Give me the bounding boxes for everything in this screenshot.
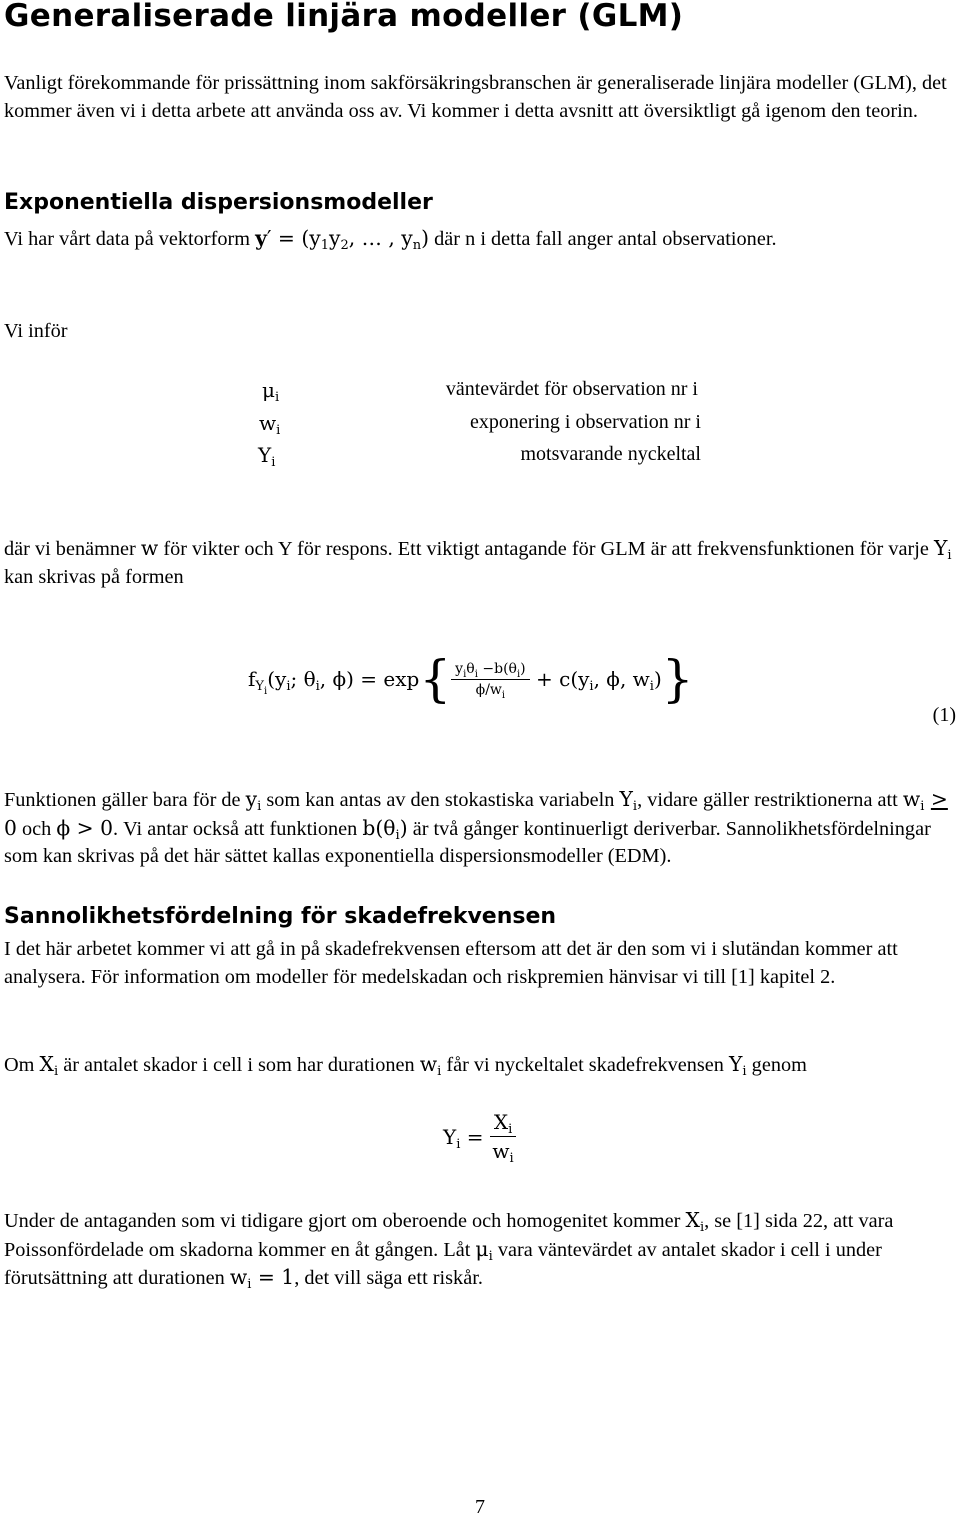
poisson-paragraph: Under de antaganden som vi tidigare gjort om oberoende och homogenitet kommer $X_i$, se [1] sida 22, att vara Poissonfördelade om skadorna kommer en åt gången. Låt $\mu_i$ vara väntevärdet av antalet skador i cell i under förutsättning att durationen $w_i = 1$, det vill säga ett riskår. bbox=[4, 1208, 894, 1292]
function-paragraph: Funktionen gäller bara för de $y_i$ som kan antas av den stokastiska variabeln $Y_i$, vidare gäller restriktionerna att $w_i > 0$ och ϕ > 0. Vi antar också att funktionen $b(\theta_i)$ är två gånger kontinuerligt deriverbar. Sannolikhetsfördelningar som kan skrivas på det här sättet kallas exponentiella dispersionsmodeller (EDM). bbox=[4, 787, 948, 867]
equation-frequency-function: $f_{Y_i}(y_i$; $\theta_i$, ϕ) = exp{ $\frac{y_i\theta_i -b(\theta_i)}{\phi/w_i}$ + $c(y_i$, ϕ, $w_i$)} bbox=[248, 650, 694, 708]
equation-number: (1) bbox=[932, 704, 956, 726]
cell-definition-paragraph: Om $X_i$ är antalet skador i cell i som har durationen $w_i$ får vi nyckeltalet skadefrekvensen $Y_i$ genom bbox=[4, 1052, 807, 1079]
definition-text-w: exponering i observation nr i bbox=[469, 411, 701, 433]
definition-symbol-y: $Y_i$ bbox=[258, 443, 276, 470]
section-heading-claim-frequency: Sannolikhetsfördelning för skadefrekvensen bbox=[4, 904, 557, 929]
definition-text-mu: väntevärdet för observation nr i bbox=[445, 378, 698, 400]
page-title: Generaliserade linjära modeller (GLM) bbox=[4, 0, 684, 34]
equation-claim-frequency: $Y_i$ = $\frac{X_i}{w_i}$ bbox=[443, 1110, 516, 1163]
claim-frequency-paragraph: I det här arbetet kommer vi att gå in på skadefrekvensen eftersom att det är den som vi i slutändan kommer att analysera. För information om modeller för medelskadan och riskpremien hänvisar vi till [1] kapitel 2. bbox=[4, 938, 898, 988]
definition-symbol-w: $w_i$ bbox=[259, 411, 281, 438]
section-heading-exponential: Exponentiella dispersionsmodeller bbox=[4, 190, 433, 215]
glm-assumption-paragraph: där vi benämner w för vikter och Y för respons. Ett viktigt antagande för GLM är att frekvensfunktionen för varje $Y_i$ kan skrivas på formen bbox=[4, 536, 952, 588]
page-number: 7 bbox=[475, 1496, 485, 1518]
vi-infor-text: Vi inför bbox=[4, 320, 68, 342]
definition-text-y: motsvarande nyckeltal bbox=[520, 443, 701, 465]
vector-formula: $y' = (y_1y_2$, … , $y_n$) bbox=[255, 226, 430, 253]
vector-paragraph: Vi har vårt data på vektorform $y' = (y_1y_2$, … , $y_n$) där n i detta fall anger antal observationer. bbox=[4, 226, 777, 253]
intro-paragraph: Vanligt förekommande för prissättning inom sakförsäkringsbranschen är generaliserade linjära modeller (GLM), det kommer även vi i detta arbete att använda oss av. Vi kommer i detta avsnitt att översiktligt gå igenom den teorin. bbox=[4, 72, 947, 122]
definition-symbol-mu: $\mu_i$ bbox=[262, 378, 280, 405]
